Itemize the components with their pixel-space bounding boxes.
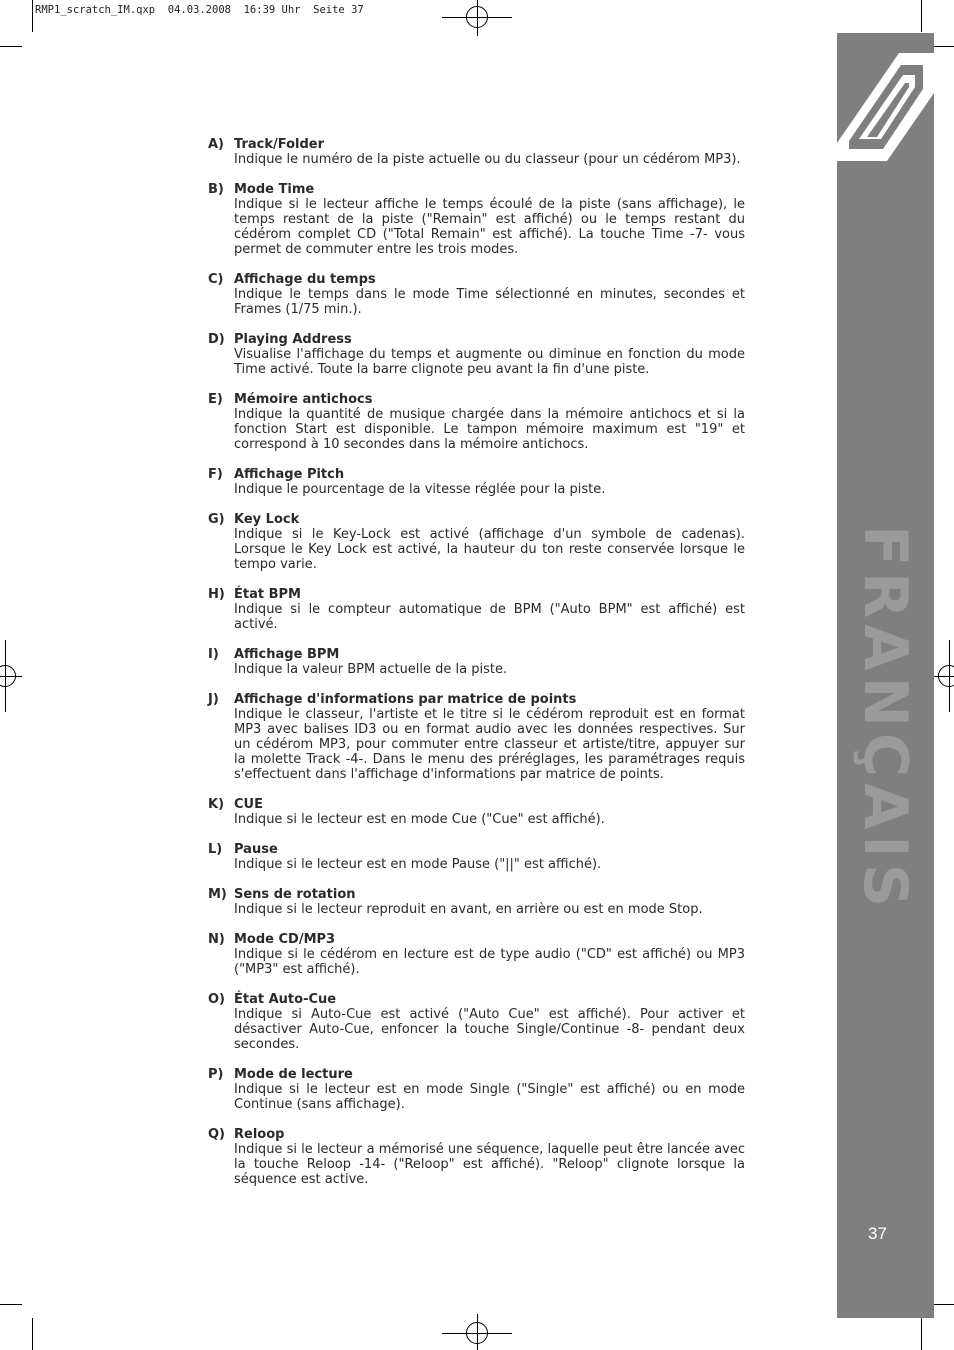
item-description: Visualise l'affichage du temps et augmente ou diminue en fonction du mode Time activé. Toute la barre clignote peu avant la fin d'une piste. — [234, 347, 745, 377]
crop-mark — [932, 1304, 954, 1305]
list-item — [208, 932, 745, 977]
item-description: Indique si le lecteur est en mode Cue ("Cue" est affiché). — [234, 812, 605, 827]
item-letter: O) — [208, 992, 225, 1007]
registration-line — [477, 1314, 478, 1350]
brand-logo-icon — [837, 33, 934, 203]
item-description: Indique la valeur BPM actuelle de la piste. — [234, 662, 508, 677]
item-heading: Pause — [234, 842, 278, 857]
registration-line — [949, 640, 950, 712]
item-letter: A) — [208, 137, 225, 152]
page-number: 37 — [868, 1224, 887, 1243]
item-description: Indique si le lecteur est en mode Single ("Single" est affiché) ou en mode Continue (sans affichage). — [234, 1082, 745, 1112]
item-description: Indique si le lecteur a mémorisé une séquence, laquelle peut être lancée avec la touche Reloop -14- ("Reloop" est affiché). "Reloop" clignote lorsque la séquence est active. — [234, 1142, 745, 1187]
language-side-tab — [837, 33, 934, 1318]
item-letter: Q) — [208, 1127, 225, 1142]
item-heading: Reloop — [234, 1127, 285, 1142]
item-description: Indique le classeur, l'artiste et le titre si le cédérom reproduit est en format MP3 avec balises ID3 ou en format audio avec les données respectives. Sur un cédérom MP3, pour commuter entre classeur et artiste/titre, appuyer sur la molette Track -4-. Dans le menu des préréglages, les paramétrages requis s'effectuent dans l'affichage d'informations par matrice de points. — [234, 707, 745, 782]
list-item — [208, 332, 745, 377]
item-description: Indique si Auto-Cue est activé ("Auto Cue" est affiché). Pour activer et désactiver Auto-Cue, enfoncer la touche Single/Continue -8- pendant deux secondes. — [234, 1007, 745, 1052]
list-item — [208, 887, 745, 917]
item-letter: H) — [208, 587, 225, 602]
item-heading: Mode Time — [234, 182, 315, 197]
print-slug: RMP1_scratch_IM.qxp 04.03.2008 16:39 Uhr Seite 37 — [35, 4, 364, 16]
item-letter: L) — [208, 842, 223, 857]
item-heading: Playing Address — [234, 332, 352, 347]
item-heading: Mode CD/MP3 — [234, 932, 336, 947]
item-heading: CUE — [234, 797, 263, 812]
item-letter: D) — [208, 332, 225, 347]
item-letter: E) — [208, 392, 223, 407]
item-heading: Key Lock — [234, 512, 300, 527]
item-letter: P) — [208, 1067, 224, 1082]
crop-mark — [921, 0, 922, 32]
item-description: Indique si le compteur automatique de BPM ("Auto BPM" est affiché) est activé. — [234, 602, 745, 632]
side-language-title: FRANÇAIS — [850, 525, 920, 913]
list-item — [208, 1127, 745, 1187]
item-letter: F) — [208, 467, 223, 482]
crop-mark — [921, 1318, 922, 1350]
list-item — [208, 797, 745, 827]
registration-line — [477, 0, 478, 36]
item-heading: Track/Folder — [234, 137, 324, 152]
item-heading: Sens de rotation — [234, 887, 356, 902]
item-description: Indique si le lecteur reproduit en avant, en arrière ou est en mode Stop. — [234, 902, 703, 917]
item-description: Indique si le lecteur affiche le temps écoulé de la piste (sans affichage), le temps restant de la piste ("Remain" est affiché) ou le temps restant du cédérom complet CD ("Total Remain" est affiché). La touche Time -7- vous permet de commuter entre les trois modes. — [234, 197, 745, 257]
item-heading: Affichage du temps — [234, 272, 376, 287]
item-letter: G) — [208, 512, 225, 527]
list-item — [208, 992, 745, 1052]
item-letter: I) — [208, 647, 219, 662]
item-letter: N) — [208, 932, 225, 947]
item-heading: Affichage BPM — [234, 647, 340, 662]
item-heading: Affichage Pitch — [234, 467, 345, 482]
list-item — [208, 137, 745, 167]
list-item — [208, 842, 745, 872]
item-description: Indique le numéro de la piste actuelle ou du classeur (pour un cédérom MP3). — [234, 152, 741, 167]
item-heading: État Auto-Cue — [234, 992, 337, 1007]
list-item — [208, 467, 745, 497]
item-heading: Mémoire antichocs — [234, 392, 373, 407]
item-description: Indique la quantité de musique chargée dans la mémoire antichocs et si la fonction Start est disponible. Le tampon mémoire maximum est "19" et correspond à 10 secondes dans la mémoire antichocs. — [234, 407, 745, 452]
registration-line — [932, 676, 954, 677]
list-item — [208, 1067, 745, 1112]
crop-mark — [0, 1304, 22, 1305]
list-item — [208, 647, 745, 677]
item-description: Indique si le Key-Lock est activé (affichage d'un symbole de cadenas). Lorsque le Key Lock est activé, la hauteur du ton reste conservée lorsque le tempo varie. — [234, 527, 745, 572]
list-item — [208, 512, 745, 572]
crop-mark — [932, 46, 954, 47]
item-description: Indique si le cédérom en lecture est de type audio ("CD" est affiché) ou MP3 ("MP3" est affiché). — [234, 947, 745, 977]
item-description: Indique le pourcentage de la vitesse réglée pour la piste. — [234, 482, 606, 497]
registration-line — [5, 640, 6, 712]
crop-mark — [32, 1318, 33, 1350]
item-heading: État BPM — [234, 587, 301, 602]
item-heading: Mode de lecture — [234, 1067, 353, 1082]
item-letter: C) — [208, 272, 224, 287]
item-letter: J) — [208, 692, 219, 707]
list-item — [208, 692, 745, 782]
crop-mark — [32, 0, 33, 32]
crop-mark — [0, 46, 22, 47]
item-description: Indique si le lecteur est en mode Pause ("||" est affiché). — [234, 857, 602, 872]
list-item — [208, 272, 745, 317]
list-item — [208, 182, 745, 257]
registration-line — [0, 676, 22, 677]
list-item — [208, 392, 745, 452]
display-legend-list — [208, 137, 745, 1202]
list-item — [208, 587, 745, 632]
item-letter: K) — [208, 797, 225, 812]
item-letter: B) — [208, 182, 224, 197]
item-description: Indique le temps dans le mode Time sélectionné en minutes, secondes et Frames (1/75 min.). — [234, 287, 745, 317]
item-heading: Affichage d'informations par matrice de points — [234, 692, 577, 707]
item-letter: M) — [208, 887, 227, 902]
